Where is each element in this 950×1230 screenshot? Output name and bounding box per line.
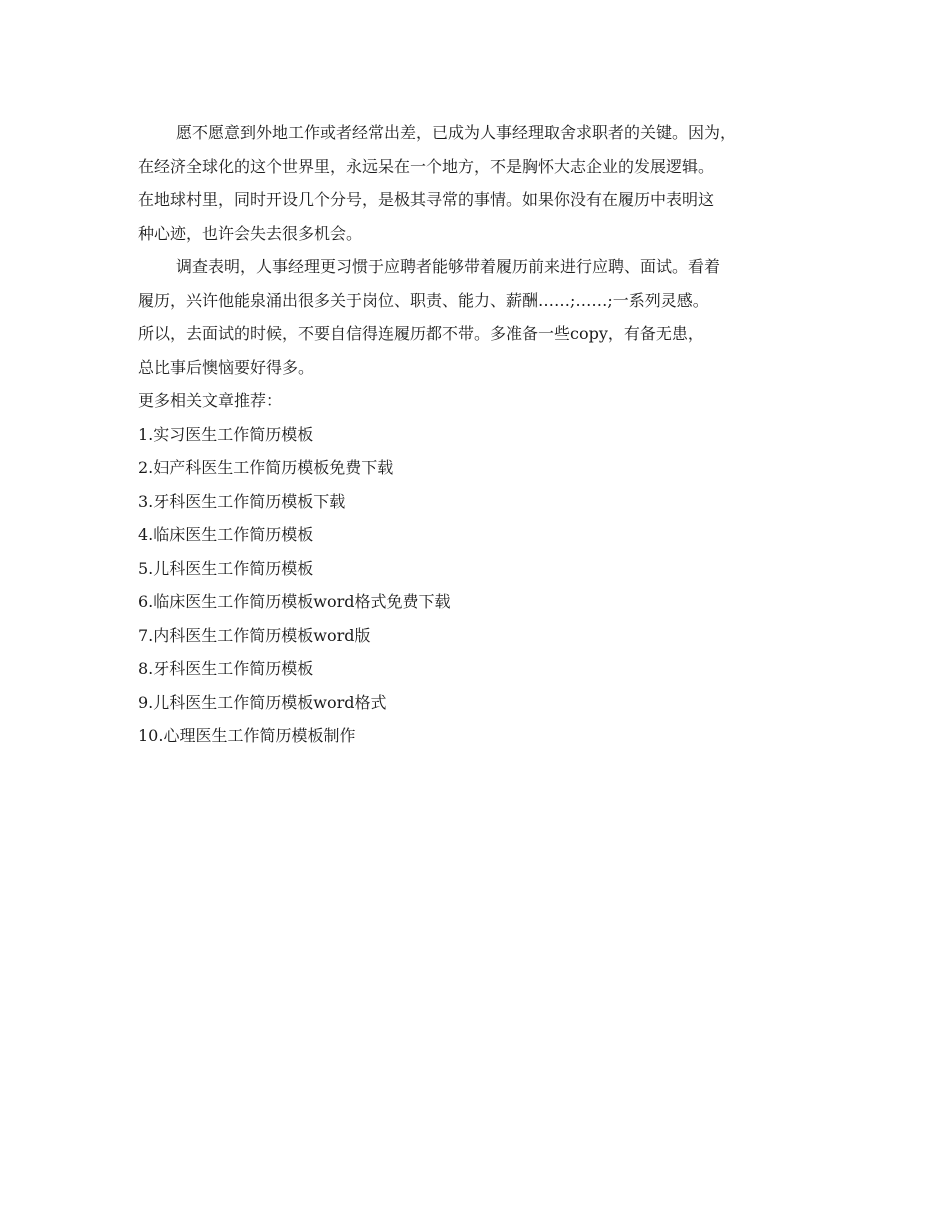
document-body [138, 116, 818, 753]
related-link[interactable]: 9.儿科医生工作简历模板word格式 [138, 692, 387, 712]
related-link[interactable]: 6.临床医生工作简历模板word格式免费下载 [138, 592, 451, 611]
paragraph-line: 履历，兴许他能泉涌出很多关于岗位、职责、能力、薪酬……;……;一系列灵感。 [138, 290, 709, 310]
related-link[interactable]: 8.牙科医生工作简历模板 [138, 659, 314, 678]
paragraph-line: 在经济全球化的这个世界里，永远呆在一个地方，不是胸怀大志企业的发展逻辑。 [138, 156, 715, 176]
paragraph-line: 在地球村里，同时开设几个分号，是极其寻常的事情。如果你没有在履历中表明这 [138, 190, 715, 209]
paragraph-line: 调查表明，人事经理更习惯于应聘者能够带着履历前来进行应聘、面试。看着 [176, 257, 721, 276]
paragraph-travel [138, 116, 818, 250]
paragraph-line: 种心迹，也许会失去很多机会。 [138, 223, 363, 243]
paragraph-line: 总比事后懊恼要好得多。 [138, 357, 315, 377]
related-link[interactable]: 2.妇产科医生工作简历模板免费下载 [138, 458, 394, 477]
related-heading: 更多相关文章推荐： [138, 391, 283, 410]
paragraph-line: 愿不愿意到外地工作或者经常出差，已成为人事经理取舍求职者的关键。因为， [176, 123, 737, 142]
related-link[interactable]: 4.临床医生工作简历模板 [138, 525, 314, 544]
related-link[interactable]: 7.内科医生工作简历模板word版 [138, 625, 371, 645]
paragraph-bring-resume [138, 250, 818, 384]
related-link[interactable]: 3.牙科医生工作简历模板下载 [138, 491, 346, 511]
paragraph-line: 所以，去面试的时候，不要自信得连履历都不带。多准备一些copy，有备无患， [138, 324, 704, 343]
related-link[interactable]: 1.实习医生工作简历模板 [138, 424, 314, 444]
related-link[interactable]: 5.儿科医生工作简历模板 [138, 558, 314, 578]
related-link[interactable]: 10.心理医生工作简历模板制作 [138, 726, 356, 745]
related-list [138, 418, 818, 753]
